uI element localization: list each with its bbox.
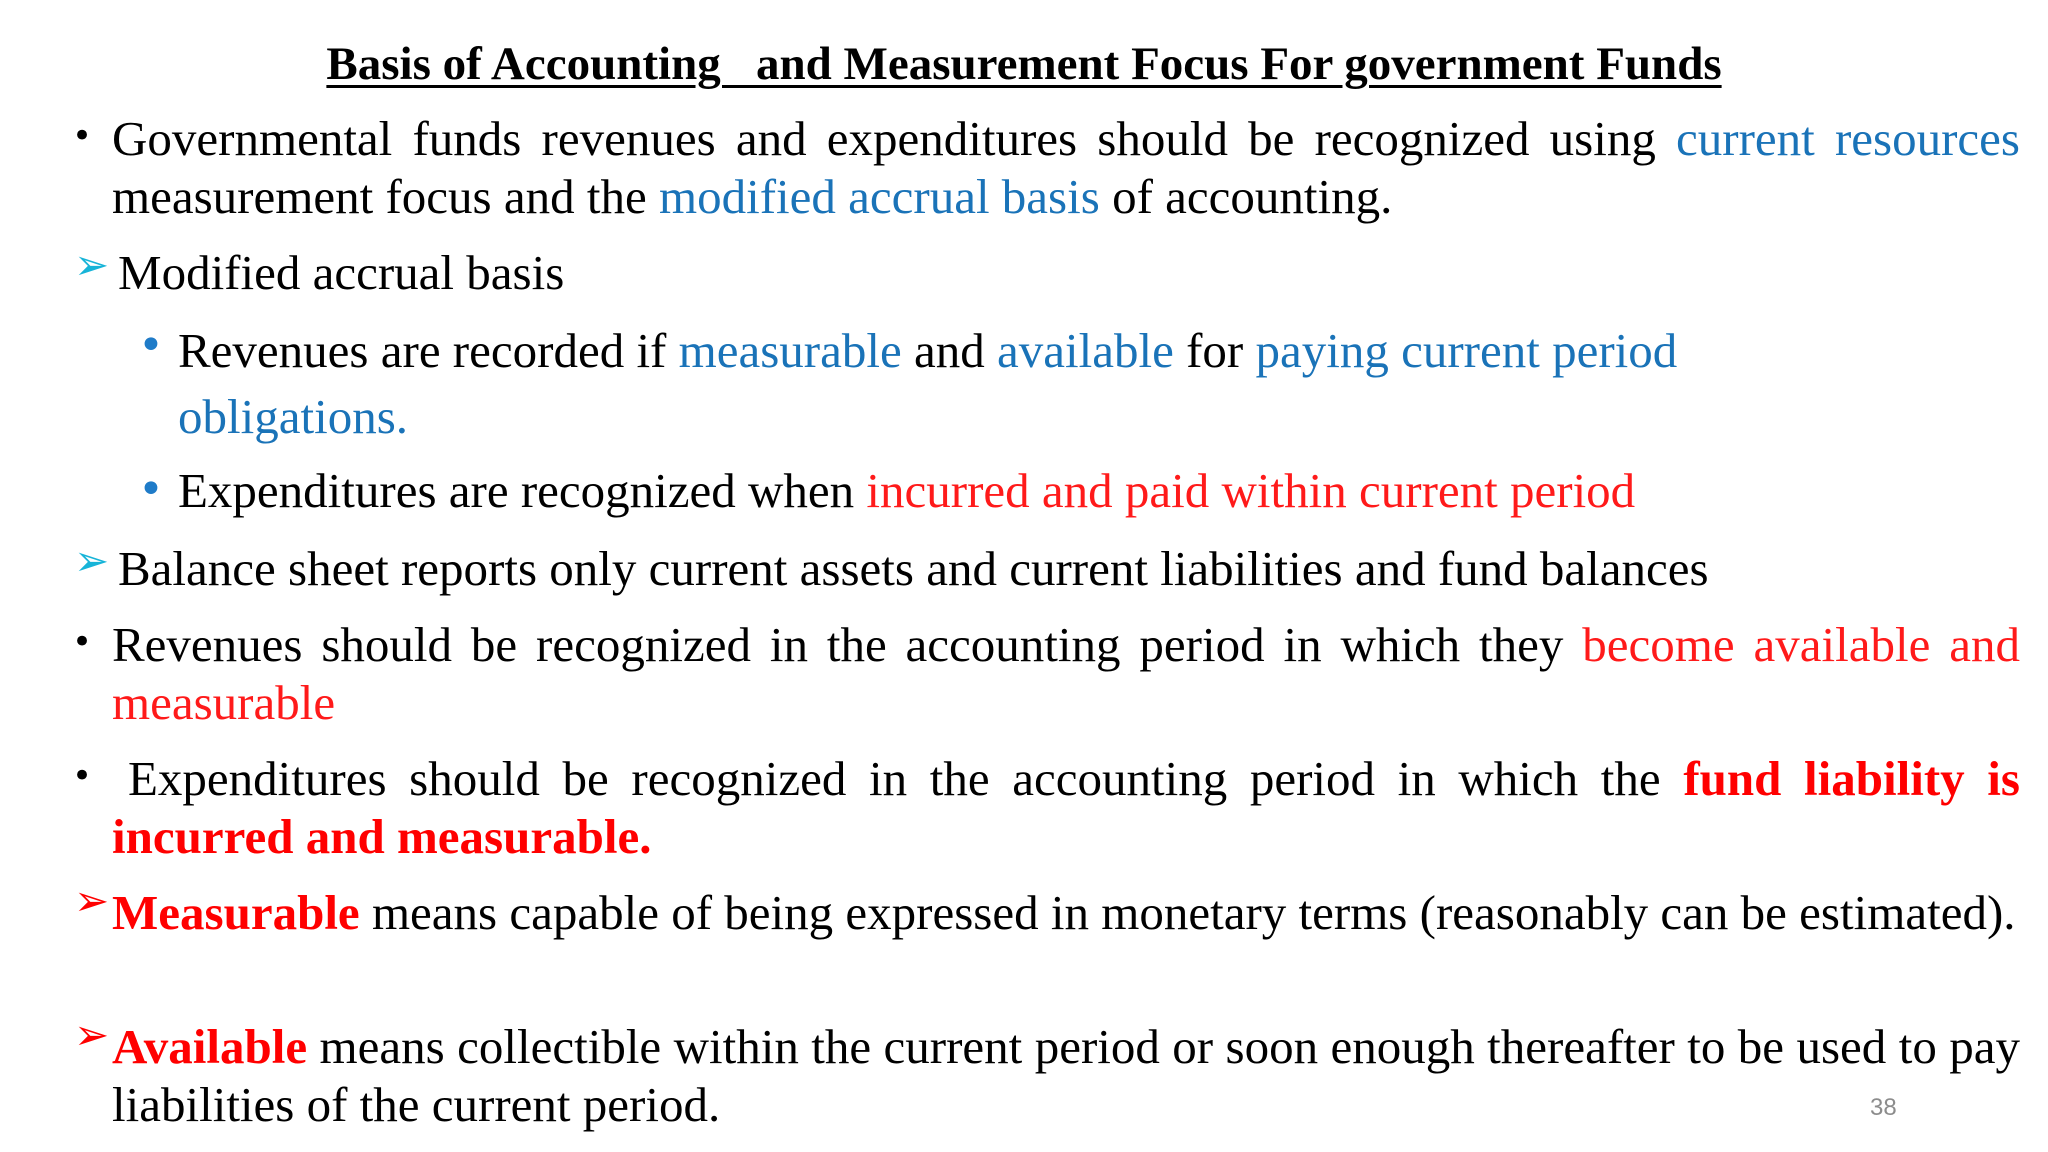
paragraph-available-definition (112, 1018, 2020, 1134)
arrow-bullet-icon: ➢ (74, 536, 110, 585)
text: Balance sheet reports only current assets and current liabilities and fund balances (118, 541, 1709, 596)
bullet-icon: • (138, 320, 164, 371)
text: Governmental funds revenues and expenditures should be recognized using (112, 111, 1677, 166)
term-available: Available (112, 1019, 308, 1074)
text: Modified accrual basis (118, 245, 565, 300)
paragraph-modified-accrual (118, 244, 2018, 302)
highlight-become-available: become available and measurable (112, 617, 2020, 730)
paragraph-balance-sheet (118, 540, 2028, 598)
slide-number: 38 (1870, 1094, 1897, 1121)
text: means collectible within the current period or soon enough thereafter to be used to pay liabilities of the current period. (112, 1019, 2020, 1132)
text: of accounting. (1099, 169, 1393, 224)
text: for (1173, 323, 1256, 378)
arrow-bullet-icon: ➢ (74, 876, 110, 925)
paragraph-revenues-recognized (112, 616, 2020, 732)
highlight-measurable: measurable (678, 323, 902, 378)
highlight-incurred-and-paid: incurred and paid within current period (866, 463, 1636, 518)
term-measurable: Measurable (112, 885, 360, 940)
slide-title: Basis of Accounting and Measurement Focus For government Funds (326, 38, 1722, 90)
highlight-fund-liability: fund liability is incurred and measurable. (112, 751, 2020, 864)
arrow-bullet-icon: ➢ (74, 1010, 110, 1059)
highlight-paying-obligations: paying current period obligations. (178, 323, 1678, 444)
bullet-icon: • (138, 464, 164, 515)
text: Expenditures are recognized when (178, 463, 867, 518)
highlight-available: available (996, 323, 1174, 378)
paragraph-governmental-funds (112, 110, 2020, 226)
text: means capable of being expressed in monetary terms (reasonably can be estimated). (359, 885, 2016, 940)
paragraph-expenditures-should (112, 750, 2020, 866)
text: Revenues should be recognized in the accounting period in which they (112, 617, 1583, 672)
text: Revenues are recorded if (178, 323, 679, 378)
paragraph-measurable-definition (112, 884, 2020, 942)
paragraph-revenues-recorded (178, 318, 1898, 450)
highlight-current-resources: current resources (1676, 111, 2020, 166)
bullet-icon: • (72, 622, 93, 662)
text: and (901, 323, 997, 378)
highlight-modified-accrual-basis: modified accrual basis (658, 169, 1100, 224)
arrow-bullet-icon: ➢ (74, 240, 110, 289)
text: Expenditures should be recognized in the accounting period in which the (128, 751, 1684, 806)
bullet-icon: • (72, 116, 93, 156)
text: measurement focus and the (112, 169, 659, 224)
bullet-icon: • (72, 756, 93, 796)
paragraph-expenditures-recognized (178, 462, 2038, 520)
